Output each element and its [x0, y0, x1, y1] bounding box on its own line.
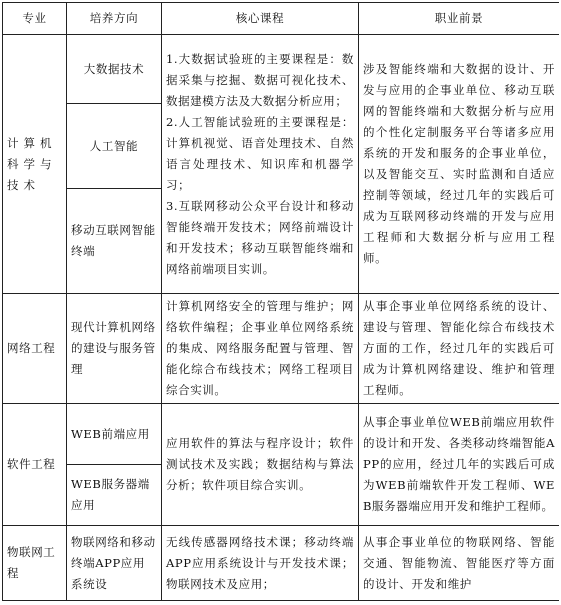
courses-cell-software: 应用软件的算法与程序设计；软件测试技术及实践；数据结构与算法分析；软件项目综合实训。 [162, 404, 359, 526]
table-row-cs-bigdata [3, 35, 560, 104]
header-career: 职业前景 [359, 3, 560, 35]
header-row [3, 3, 560, 35]
direction-ai: 人工智能 [67, 104, 162, 189]
table-row-network [3, 294, 560, 404]
direction-mobile: 移动互联网智能终端 [67, 189, 162, 294]
header-major: 专业 [3, 3, 67, 35]
major-cs-line-1: 计算机 [7, 135, 57, 150]
major-cs-line-3: 技术 [7, 177, 40, 192]
career-cell-iot: 从事企事业单位的物联网络、智能交通、智能物流、智能医疗等方面的设计、开发和维护 [359, 526, 560, 601]
major-cell-iot: 物联网工程 [3, 526, 67, 601]
major-cs-line-2: 科学与 [7, 156, 57, 171]
career-cell-cs: 涉及智能终端和大数据的设计、开发与应用的企事业单位、移动互联网的智能终端和大数据分析与应用的个性化定制服务平台等诸多应用系统的开发和服务的企事业单位，以及智能交互、实时监测和自适应控制等领域，经过几年的实践后可成为互联网移动终端的开发与应用工程师和大数据分析与应用工程师。 [359, 35, 560, 294]
program-table [2, 2, 559, 601]
courses-cell-cs [162, 35, 359, 294]
direction-web-frontend: WEB前端应用 [67, 404, 162, 465]
table-row-software-web-frontend [3, 404, 560, 465]
major-cell-software: 软件工程 [3, 404, 67, 526]
courses-cs-item-1: 1.大数据试验班的主要课程是：数据采集与挖掘、数据可视化技术、数据建模方法及大数据分析应用； [166, 51, 354, 108]
major-cell-network: 网络工程 [3, 294, 67, 404]
courses-cs-item-2: 2.人工智能试验班的主要课程是：计算机视觉、语音处理技术、自然语言处理技术、知识库和机器学习； [166, 114, 354, 192]
career-cell-software: 从事企事业单位WEB前端应用软件的设计和开发、各类移动终端智能APP的应用，经过几年的实践后可成为WEB前端软件开发工程师、WEB服务器端应用开发和维护工程师。 [359, 404, 560, 526]
courses-cs-item-3: 3.互联网移动公众平台设计和移动智能终端开发技术；网络前端设计和开发技术；移动互联智能终端和网络前端项目实训。 [166, 198, 354, 276]
courses-cell-network: 计算机网络安全的管理与维护；网络软件编程；企事业单位网络系统的集成、网络服务配置与管理、智能化综合布线技术；网络工程项目综合实训。 [162, 294, 359, 404]
direction-network: 现代计算机网络的建设与服务管理 [67, 294, 162, 404]
direction-bigdata: 大数据技术 [67, 35, 162, 104]
direction-iot: 物联网络和移动终端APP应用系统设 [67, 526, 162, 601]
direction-web-server: WEB服务器端应用 [67, 465, 162, 526]
career-cell-network: 从事企事业单位网络系统的设计、建设与管理、智能化综合布线技术方面的工作，经过几年的实践后可成为计算机网络建设、维护和管理工程师。 [359, 294, 560, 404]
major-cell-cs [3, 35, 67, 294]
courses-cell-iot: 无线传感器网络技术课；移动终端APP应用系统设计与开发技术课；物联网技术及应用； [162, 526, 359, 601]
document-page [2, 2, 559, 605]
table-row-iot [3, 526, 560, 601]
header-direction: 培养方向 [67, 3, 162, 35]
header-courses: 核心课程 [162, 3, 359, 35]
